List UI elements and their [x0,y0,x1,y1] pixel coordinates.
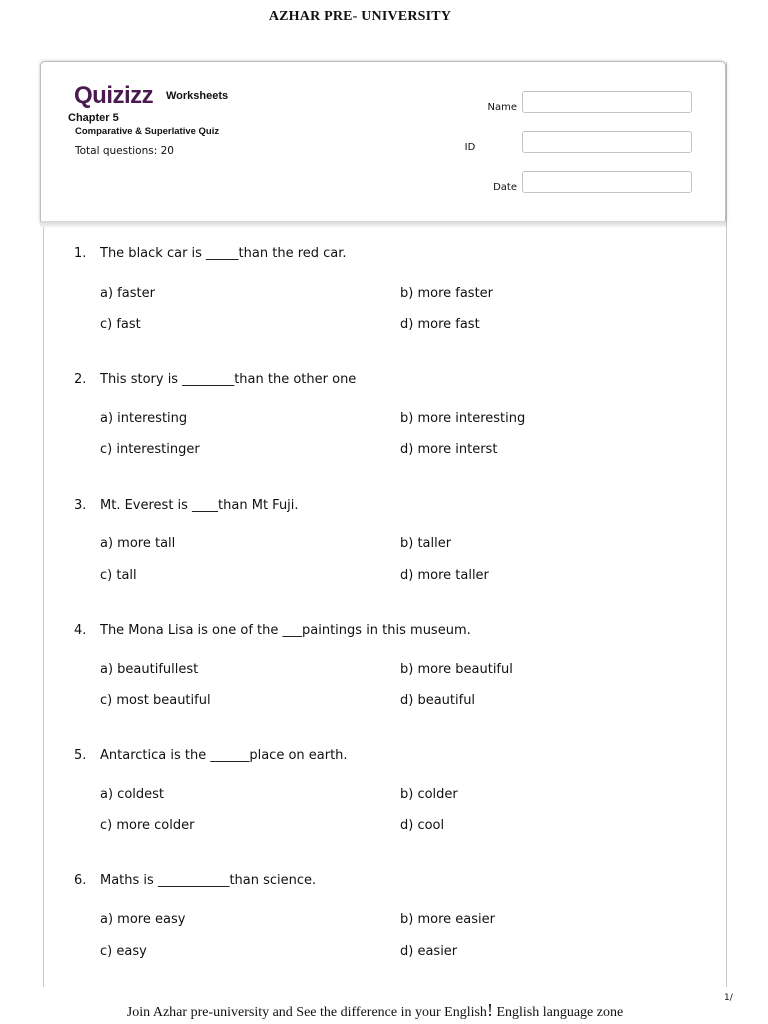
question-text: Antarctica is the ______place on earth. [100,748,348,763]
option-c: c) most beautiful [100,693,211,708]
option-d: d) more fast [400,317,480,332]
footer-exclamation: ! [486,1000,493,1020]
id-field[interactable] [522,131,692,153]
total-questions: Total questions: 20 [75,145,174,157]
chapter-label: Chapter 5 [68,112,119,124]
option-d: d) easier [400,944,458,959]
option-a: a) more easy [100,912,186,927]
option-a: a) beautifullest [100,662,199,677]
footer-text [0,1000,750,1021]
option-a: a) coldest [100,787,165,802]
question-number: 3. [74,498,87,513]
option-d: d) cool [400,818,445,833]
footer-text-end: English language zone [492,1005,624,1020]
footer-text-start: Join Azhar pre-university and See the difference in your English [126,1005,487,1020]
question-text: This story is ________than the other one [100,372,357,387]
option-d: d) more interst [400,442,498,457]
option-c: c) tall [100,568,137,583]
option-c: c) fast [100,317,141,332]
question-text: Mt. Everest is ____than Mt Fuji. [100,498,299,513]
option-b: b) colder [400,787,458,802]
name-label: Name [487,102,517,113]
question-number: 1. [74,246,87,261]
question-text: The black car is _____than the red car. [100,246,347,261]
option-a: a) faster [100,286,155,301]
question-number: 6. [74,873,87,888]
option-c: c) easy [100,944,147,959]
date-label: Date [493,182,517,193]
option-b: b) more faster [400,286,494,301]
option-c: c) more colder [100,818,195,833]
question-number: 4. [74,623,87,638]
option-b: b) more beautiful [400,662,513,677]
option-c: c) interestinger [100,442,200,457]
option-b: b) more easier [400,912,495,927]
quiz-title: Comparative & Superlative Quiz [75,126,220,137]
question-text: Maths is ___________than science. [100,873,317,888]
id-label: ID [464,142,476,153]
page-number: 1/ [724,993,733,1003]
option-d: d) beautiful [400,693,476,708]
question-text: The Mona Lisa is one of the ___paintings in this museum. [100,623,471,638]
option-d: d) more taller [400,568,489,583]
option-a: a) interesting [100,411,188,426]
page-title: AZHAR PRE- UNIVERSITY [268,9,452,24]
option-b: b) more interesting [400,411,526,426]
option-b: b) taller [400,536,452,551]
question-number: 5. [74,748,87,763]
header-divider [40,221,726,227]
quizizz-logo: Quizizz [74,82,154,109]
option-a: a) more tall [100,536,176,551]
date-field[interactable] [522,171,692,193]
question-number: 2. [74,372,87,387]
logo-subtitle: Worksheets [166,90,229,102]
name-field[interactable] [522,91,692,113]
